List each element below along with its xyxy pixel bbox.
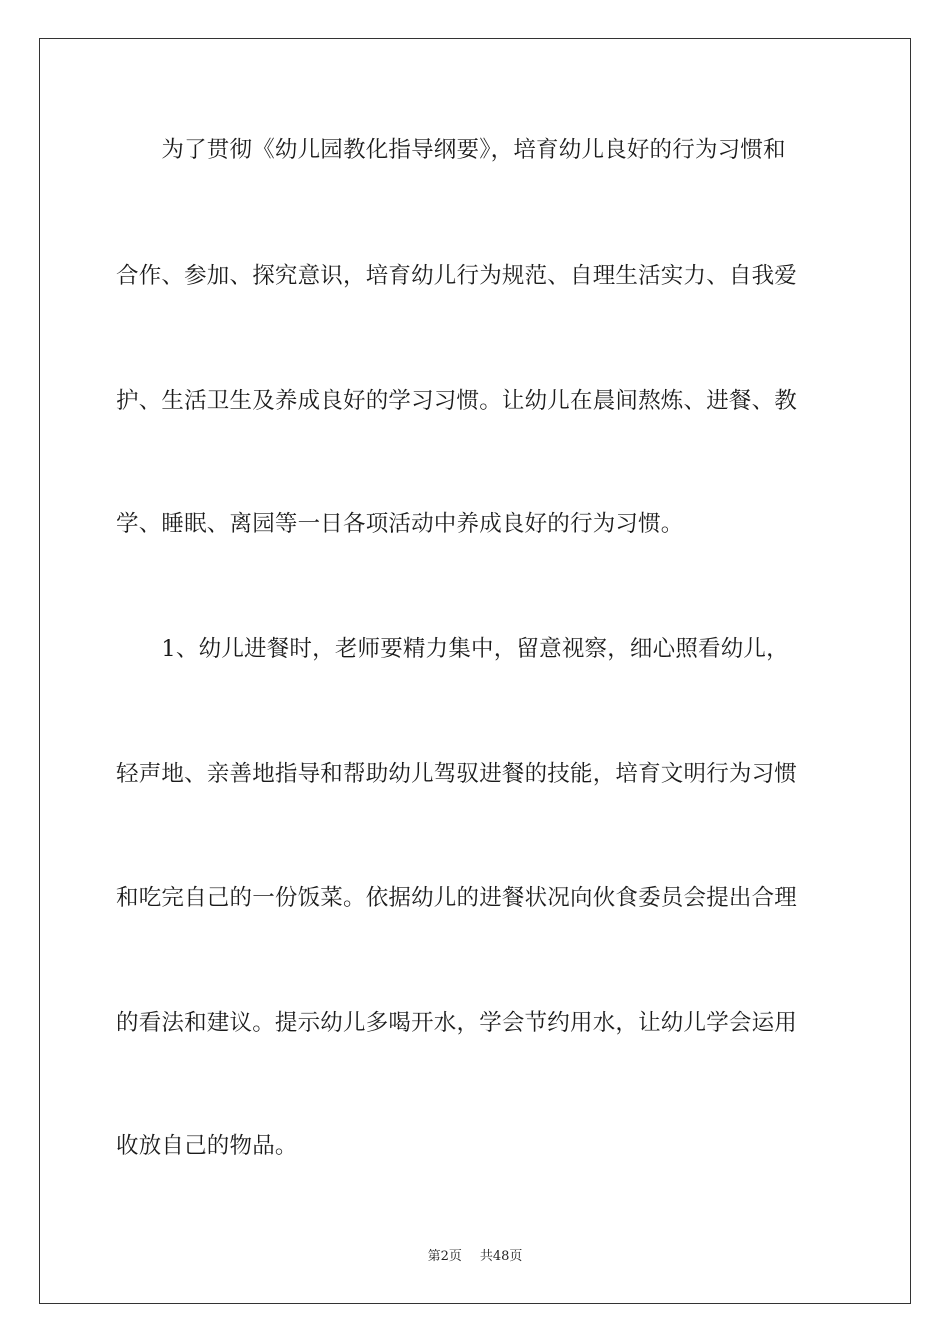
page-footer [0,1248,950,1266]
page-border [39,38,911,1304]
text-line: 的看法和建议。提示幼儿多喝开水，学会节约用水，让幼儿学会运用 [116,1010,798,1036]
text-line: 和吃完自己的一份饭菜。依据幼儿的进餐状况向伙食委员会提出合理 [116,885,798,911]
text-line: 护、生活卫生及养成良好的学习习惯。让幼儿在晨间熬炼、进餐、教 [116,388,798,414]
text-line: 学、睡眠、离园等一日各项活动中养成良好的行为习惯。 [116,511,684,537]
text-line: 1、幼儿进餐时，老师要精力集中，留意视察，细心照看幼儿， [116,636,789,662]
text-line: 轻声地、亲善地指导和帮助幼儿驾驭进餐的技能，培育文明行为习惯 [116,761,798,787]
text-line: 收放自己的物品。 [116,1133,298,1159]
page-number: 第2页 [427,1249,462,1264]
text-line: 合作、参加、探究意识，培育幼儿行为规范、自理生活实力、自我爱 [116,263,798,289]
text-line: 为了贯彻《幼儿园教化指导纲要》，培育幼儿良好的行为习惯和 [116,137,786,163]
page-total: 共48页 [479,1249,523,1264]
